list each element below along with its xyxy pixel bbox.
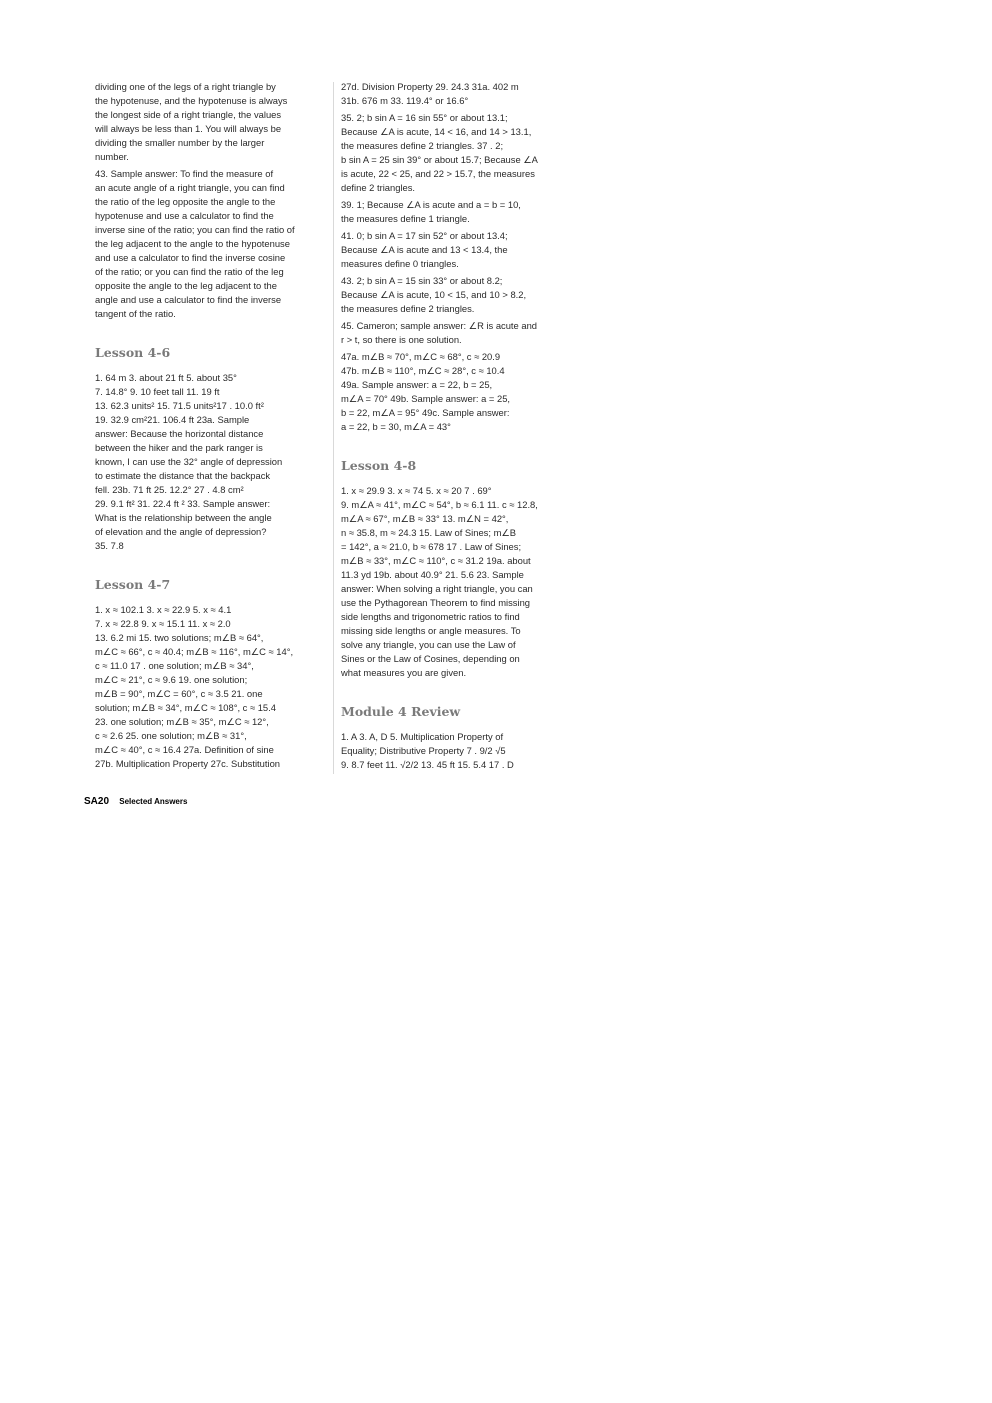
text-line: 11.3 yd 19b. about 40.9° 21. 5.6 23. Sample	[341, 569, 524, 580]
text-line: 35. 2; b sin A = 16 sin 55° or about 13.1;	[341, 112, 508, 123]
text-line: solution; m∠B ≈ 34°, m∠C ≈ 108°, c ≈ 15.4	[95, 702, 276, 713]
text-line: 45. Cameron; sample answer: ∠R is acute and	[341, 320, 537, 331]
lesson-4-8-answers	[341, 484, 572, 680]
text-line: Sines or the Law of Cosines, depending on	[341, 653, 520, 664]
answer-45-paragraph	[341, 319, 572, 347]
text-line: r > t, so there is one solution.	[341, 334, 462, 345]
text-line: measures define 0 triangles.	[341, 258, 459, 269]
text-line: 13. 6.2 mi 15. two solutions; m∠B ≈ 64°,	[95, 632, 264, 643]
text-line: to estimate the distance that the backpack	[95, 470, 271, 481]
text-line: angle and use a calculator to find the inverse	[95, 294, 282, 305]
text-line: 27d. Division Property 29. 24.3 31a. 402 m	[341, 81, 519, 92]
text-line: of the ratio; or you can find the ratio of the leg	[95, 266, 284, 277]
text-line: define 2 triangles.	[341, 182, 416, 193]
text-line: m∠B = 90°, m∠C = 60°, c ≈ 3.5 21. one	[95, 688, 263, 699]
text-line: 7. x ≈ 22.8 9. x ≈ 15.1 11. x ≈ 2.0	[95, 618, 231, 629]
text-line: c ≈ 11.0 17 . one solution; m∠B ≈ 34°,	[95, 660, 254, 671]
lesson-4-6-heading: Lesson 4-6	[95, 345, 171, 360]
text-line: solve any triangle, you can use the Law of	[341, 639, 516, 650]
footer-label: Selected Answers	[119, 797, 188, 806]
text-line: inverse sine of the ratio; you can find the ratio of	[95, 224, 295, 235]
text-line: 31b. 676 m 33. 119.4° or 16.6°	[341, 95, 469, 106]
text-line: 1. A 3. A, D 5. Multiplication Property of	[341, 731, 504, 742]
text-line: 39. 1; Because ∠A is acute and a = b = 10,	[341, 199, 521, 210]
text-line: Because ∠A is acute, 10 < 15, and 10 > 8.2,	[341, 289, 527, 300]
text-line: 9. 8.7 feet 11. √2/2 13. 45 ft 15. 5.4 17 . D	[341, 759, 514, 770]
text-line: 1. 64 m 3. about 21 ft 5. about 35°	[95, 372, 237, 383]
module-4-review-answers	[341, 730, 572, 772]
text-line: = 142°, a ≈ 21.0, b ≈ 678 17 . Law of Sines;	[341, 541, 522, 552]
lesson-4-8-heading: Lesson 4-8	[341, 458, 417, 473]
text-line: the longest side of a right triangle, the values	[95, 109, 282, 120]
text-line: answer: When solving a right triangle, you can	[341, 583, 533, 594]
text-line: 47b. m∠B ≈ 110°, m∠C ≈ 28°, c ≈ 10.4	[341, 365, 505, 376]
text-line: What is the relationship between the angle	[95, 512, 272, 523]
text-line: a = 22, b = 30, m∠A = 43°	[341, 421, 451, 432]
text-line: 9. m∠A ≈ 41°, m∠C ≈ 54°, b ≈ 6.1 11. c ≈ 12.8,	[341, 499, 538, 510]
text-line: 35. 7.8	[95, 540, 124, 551]
text-line: 49a. Sample answer: a = 22, b = 25,	[341, 379, 493, 390]
answer-43-right-paragraph	[341, 274, 572, 316]
answer-35-paragraph	[341, 111, 572, 195]
text-line: 1. x ≈ 29.9 3. x ≈ 74 5. x ≈ 20 7 . 69°	[341, 485, 492, 496]
text-line: side lengths and trigonometric ratios to find	[341, 611, 520, 622]
text-line: Because ∠A is acute, 14 < 16, and 14 > 13.1,	[341, 126, 532, 137]
text-line: m∠C ≈ 21°, c ≈ 9.6 19. one solution;	[95, 674, 248, 685]
answers-47-49	[341, 350, 572, 434]
text-line: Equality; Distributive Property 7 . 9/2 √5	[341, 745, 506, 756]
text-line: 13. 62.3 units² 15. 71.5 units²17 . 10.0 ft²	[95, 400, 264, 411]
text-line: missing side lengths or angle measures. To	[341, 625, 521, 636]
lesson-4-6-answers	[95, 371, 327, 553]
text-line: tangent of the ratio.	[95, 308, 176, 319]
answer-41-paragraph	[341, 229, 572, 271]
text-line: dividing the smaller number by the larger	[95, 137, 265, 148]
text-line: m∠B ≈ 33°, m∠C ≈ 110°, c ≈ 31.2 19a. about	[341, 555, 531, 566]
left-column	[95, 80, 327, 774]
lesson-4-7-answers	[95, 603, 327, 771]
page-footer	[84, 796, 187, 807]
text-line: an acute angle of a right triangle, you can find	[95, 182, 285, 193]
text-line: will always be less than 1. You will always be	[95, 123, 282, 134]
answer-43-paragraph	[95, 167, 327, 321]
text-line: 43. 2; b sin A = 15 sin 33° or about 8.2;	[341, 275, 503, 286]
answers-27d-33	[341, 80, 572, 108]
text-line: 23. one solution; m∠B ≈ 35°, m∠C ≈ 12°,	[95, 716, 269, 727]
text-line: c ≈ 2.6 25. one solution; m∠B ≈ 31°,	[95, 730, 247, 741]
text-line: and use a calculator to find the inverse cosine	[95, 252, 286, 263]
text-line: the hypotenuse, and the hypotenuse is always	[95, 95, 288, 106]
right-column	[341, 80, 572, 775]
text-line: 27b. Multiplication Property 27c. Substitution	[95, 758, 280, 769]
text-line: m∠C ≈ 40°, c ≈ 16.4 27a. Definition of sine	[95, 744, 274, 755]
text-line: the leg adjacent to the angle to the hypotenuse	[95, 238, 290, 249]
text-line: 47a. m∠B ≈ 70°, m∠C ≈ 68°, c ≈ 20.9	[341, 351, 501, 362]
text-line: 7. 14.8° 9. 10 feet tall 11. 19 ft	[95, 386, 220, 397]
text-line: fell. 23b. 71 ft 25. 12.2° 27 . 4.8 cm²	[95, 484, 244, 495]
text-line: 41. 0; b sin A = 17 sin 52° or about 13.4;	[341, 230, 508, 241]
text-line: m∠A ≈ 67°, m∠B ≈ 33° 13. m∠N = 42°,	[341, 513, 509, 524]
column-divider	[333, 82, 334, 774]
lesson-4-7-heading: Lesson 4-7	[95, 577, 171, 592]
text-line: use the Pythagorean Theorem to find missing	[341, 597, 530, 608]
text-line: 29. 9.1 ft² 31. 22.4 ft ² 33. Sample answer:	[95, 498, 271, 509]
page-number: SA20	[84, 796, 110, 807]
text-line: the ratio of the leg opposite the angle to the	[95, 196, 276, 207]
text-line: what measures you are given.	[341, 667, 467, 678]
text-line: dividing one of the legs of a right triangle by	[95, 81, 276, 92]
answer-39-paragraph	[341, 198, 572, 226]
text-line: Because ∠A is acute and 13 < 13.4, the	[341, 244, 508, 255]
text-line: b = 22, m∠A = 95° 49c. Sample answer:	[341, 407, 510, 418]
text-line: m∠A = 70° 49b. Sample answer: a = 25,	[341, 393, 511, 404]
text-line: 19. 32.9 cm²21. 106.4 ft 23a. Sample	[95, 414, 250, 425]
text-line: known, I can use the 32° angle of depression	[95, 456, 283, 467]
text-line: the measures define 1 triangle.	[341, 213, 470, 224]
text-line: the measures define 2 triangles.	[341, 303, 475, 314]
text-line: m∠C ≈ 66°, c ≈ 40.4; m∠B ≈ 116°, m∠C ≈ 14°,	[95, 646, 294, 657]
text-line: n ≈ 35.8, m ≈ 24.3 15. Law of Sines; m∠B	[341, 527, 517, 538]
text-line: between the hiker and the park ranger is	[95, 442, 263, 453]
text-line: is acute, 22 < 25, and 22 > 15.7, the measures	[341, 168, 535, 179]
intro-paragraph	[95, 80, 327, 164]
text-line: 43. Sample answer: To find the measure of	[95, 168, 274, 179]
module-4-review-heading: Module 4 Review	[341, 704, 461, 719]
text-line: the measures define 2 triangles. 37 . 2;	[341, 140, 504, 151]
text-line: hypotenuse and use a calculator to find the	[95, 210, 274, 221]
text-line: b sin A = 25 sin 39° or about 15.7; Because ∠A	[341, 154, 538, 165]
text-line: opposite the angle to the leg adjacent to the	[95, 280, 277, 291]
text-line: answer: Because the horizontal distance	[95, 428, 264, 439]
text-line: number.	[95, 151, 129, 162]
text-line: 1. x ≈ 102.1 3. x ≈ 22.9 5. x ≈ 4.1	[95, 604, 232, 615]
text-line: of elevation and the angle of depression?	[95, 526, 267, 537]
